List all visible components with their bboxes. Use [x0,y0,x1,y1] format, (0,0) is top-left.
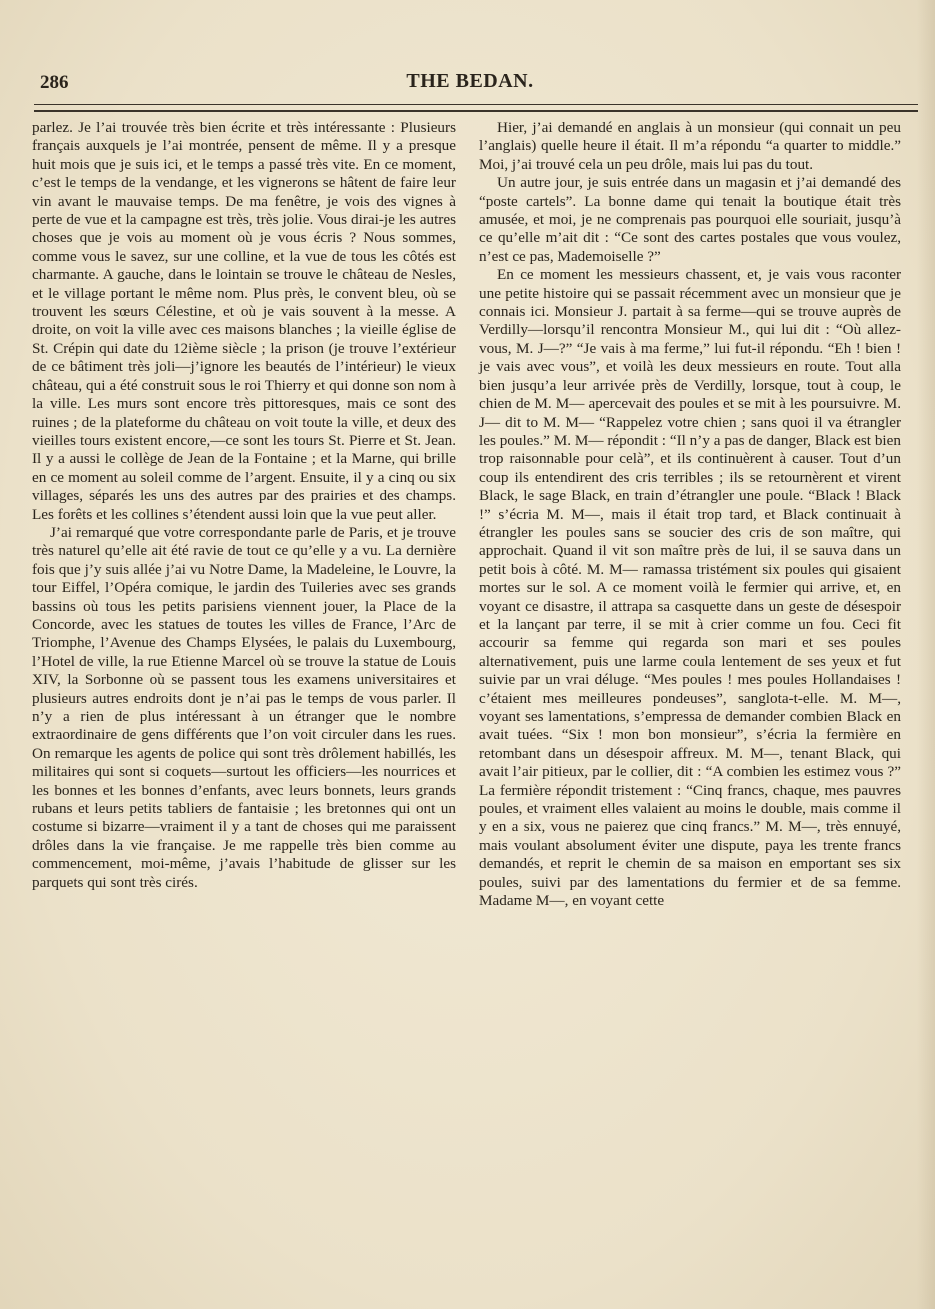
right-column [479,119,901,910]
page-edge-shadow [917,0,935,1309]
paragraph: J’ai remarqué que votre correspondante parle de Paris, et je trouve très naturel qu’elle ait été ravie de tout ce qu’elle y a vu. La dernière fois que j’y suis allée j’ai vu Notre Dame, la Madeleine, le Louvre, la tour Eiffel, l’Opéra comique, le jardin des Tuileries avec ses grands bassins où tous les petits parisiens viennent jouer, la Place de la Concorde, avec les statues de toutes les villes de France, l’Arc de Triomphe, l’Avenue des Champs Elysées, le palais du Luxembourg, l’Hotel de ville, la rue Etienne Marcel où se trouve la statue de Louis XIV, la Sorbonne où se passent tous les examens universitaires et plusieurs autres endroits dont je n’ai pas le temps de vous parler. Il n’y a rien de plus intéressant à un étranger que le nombre extraordinaire de gens différents que l’on voit circuler dans les rues. On remarque les agents de police qui sont très drôlement habillés, les militaires qui sont si coquets—surtout les officiers—les nourrices et les bonnes et les bonnes d’enfants, avec leurs bonnets, leurs grands rubans et leurs petits tabliers de fantaisie ; les bretonnes qui ont un costume si bizarre—vraiment il y a tant de choses qui me paraissent drôles dans la vie française. Je me rappelle très bien comme au commencement, moi-même, j’avais l’habitude de glisser sur les parquets qui sont très cirés. [32,523,456,891]
left-column [32,119,456,892]
page-number: 286 [40,72,69,93]
running-title: THE BEDAN. [406,70,534,92]
paragraph: Hier, j’ai demandé en anglais à un monsieur (qui connait un peu l’anglais) quelle heure il était. Il m’a répondu “a quarter to middle.” Moi, j’ai trouvé cela un peu drôle, mais lui pas du tout. [479,119,901,173]
page-header [30,68,910,102]
header-rule-bottom [34,110,918,112]
header-rule-top [34,104,918,105]
paragraph: Un autre jour, je suis entrée dans un magasin et j’ai demandé des “poste cartels”. La bonne dame qui tenait la boutique était très amusée, et moi, je ne comprenais pas pourquoi elle souriait, jusqu’à ce qu’elle m’ait dit : “Ce sont des cartes postales que vous voulez, n’est ce pas, Mademoiselle ?” [479,174,901,265]
paragraph: parlez. Je l’ai trouvée très bien écrite et très intéressante : Plusieurs français auxquels je l’ai montrée, pensent de même. Il y a presque huit mois que je suis ici, et le temps a passé très vite. En ce moment, c’est le temps de la vendange, et les vignerons se hâtent de faire leur vin avant le mauvaise temps. De ma fenêtre, je vois des vignes à perte de vue et la campagne est très, très jolie. Vous dirai-je les autres choses que je vois au moment où je vous écris ? Nous sommes, comme vous le savez, sur une colline, et la vue de tous les côtés est charmante. A gauche, dans le lointain se trouve le château de Nesles, et le village portant le même nom. Plus près, le convent bleu, où se trouvent les sœurs Célestine, et où je vais souvent à la messe. A droite, on voit la ville avec ces maisons blanches ; la vieille église de St. Crépin qui date du 12ième siècle ; la prison (je trouve l’extérieur de ce bâtiment très joli—j’ignore les beautés de l’intérieur) le vieux château, qui a été construit sous le roi Thierry et qui donne son nom à la ville. Les murs sont encore très pittoresques, mais ce sont des ruines ; de la plateforme du château on voit toute la ville, et deux des vieilles tours existent encore,—ce sont les tours St. Pierre et St. Jean. Il y a aussi le collège de Jean de la Fontaine ; et la Marne, qui brille en ce moment au soleil comme de l’argent. Ensuite, il y a cinq ou six villages, séparés les uns des autres par des prairies et des champs. Les forêts et les collines s’étendent aussi loin que la vue peut aller. [32,119,456,523]
paragraph: En ce moment les messieurs chassent, et, je vais vous raconter une petite histoire qui se passait récemment avec un monsieur que je connais ici. Monsieur J. partait à sa ferme—qui se trouve auprès de Verdilly—lorsqu’il rencontra Monsieur M., qui lui dit : “Où allez-vous, M. J—?” “Je vais à ma ferme,” lui fut-il répondu. “Eh ! bien ! je vais avec vous”, et voilà les deux messieurs en route. Tout alla bien jusqu’a leur arrivée près de Verdilly, lorsque, tout à coup, le chien de M. M— apercevait des poules et se mit à les poursuivre. M. J— dit to M. M— “Rappelez votre chien ; sans quoi il va étrangler les poules.” M. M— répondit : “Il n’y a pas de danger, Black est bien trop raisonnable pour celà”, et ils continuèrent à causer. Tout d’un coup ils entendirent des cris terribles ; ils se retournèrent et virent Black, le sage Black, en train d’étrangler une poule. “Black ! Black !” s’écria M. M—, mais il était trop tard, et Black continuait à étrangler les poules sans se soucier des cris de son maître, qui approchait. Quand il vit son maître près de lui, il se sauva dans un petit bois à côté. M. M— ramassa tristément six poules qui gisaient mortes sur le sol. A ce moment voilà le fermier qui arrive, et, en voyant ce disastre, il attrapa sa casquette dans un geste de désespoir et la lançant par terre, il se mit à crier comme un fou. Ceci fit accourir sa femme qui regarda son mari et ses poules alternativement, puis une larme coula lentement de ses yeux et fut suivie par un vrai déluge. “Mes poules ! mes poules Hollandaises ! c’étaient mes meilleures pondeuses”, sanglota-t-elle. M. M—, voyant ses lamentations, s’empressa de demander combien Black en avait tuées. “Six ! mon bon monsieur”, s’écria la fermière en retombant dans un désespoir affreux. M. M—, tenant Black, qui avait l’air pitieux, par le collier, dit : “A combien les estimez vous ?” La fermière répondit tristement : “Cinq francs, chaque, mes pauvres poules, et vraiment elles valaient au moins le double, mais comme il y en a six, vous ne paierez que cinq francs.” M. M—, très ennuyé, mais voulant absolument éviter une dispute, paya les trente francs demandés, et reprit le chemin de sa maison en emportant ses six poules, suivi par des lamentations du fermier et de sa femme. Madame M—, en voyant cette [479,266,901,910]
